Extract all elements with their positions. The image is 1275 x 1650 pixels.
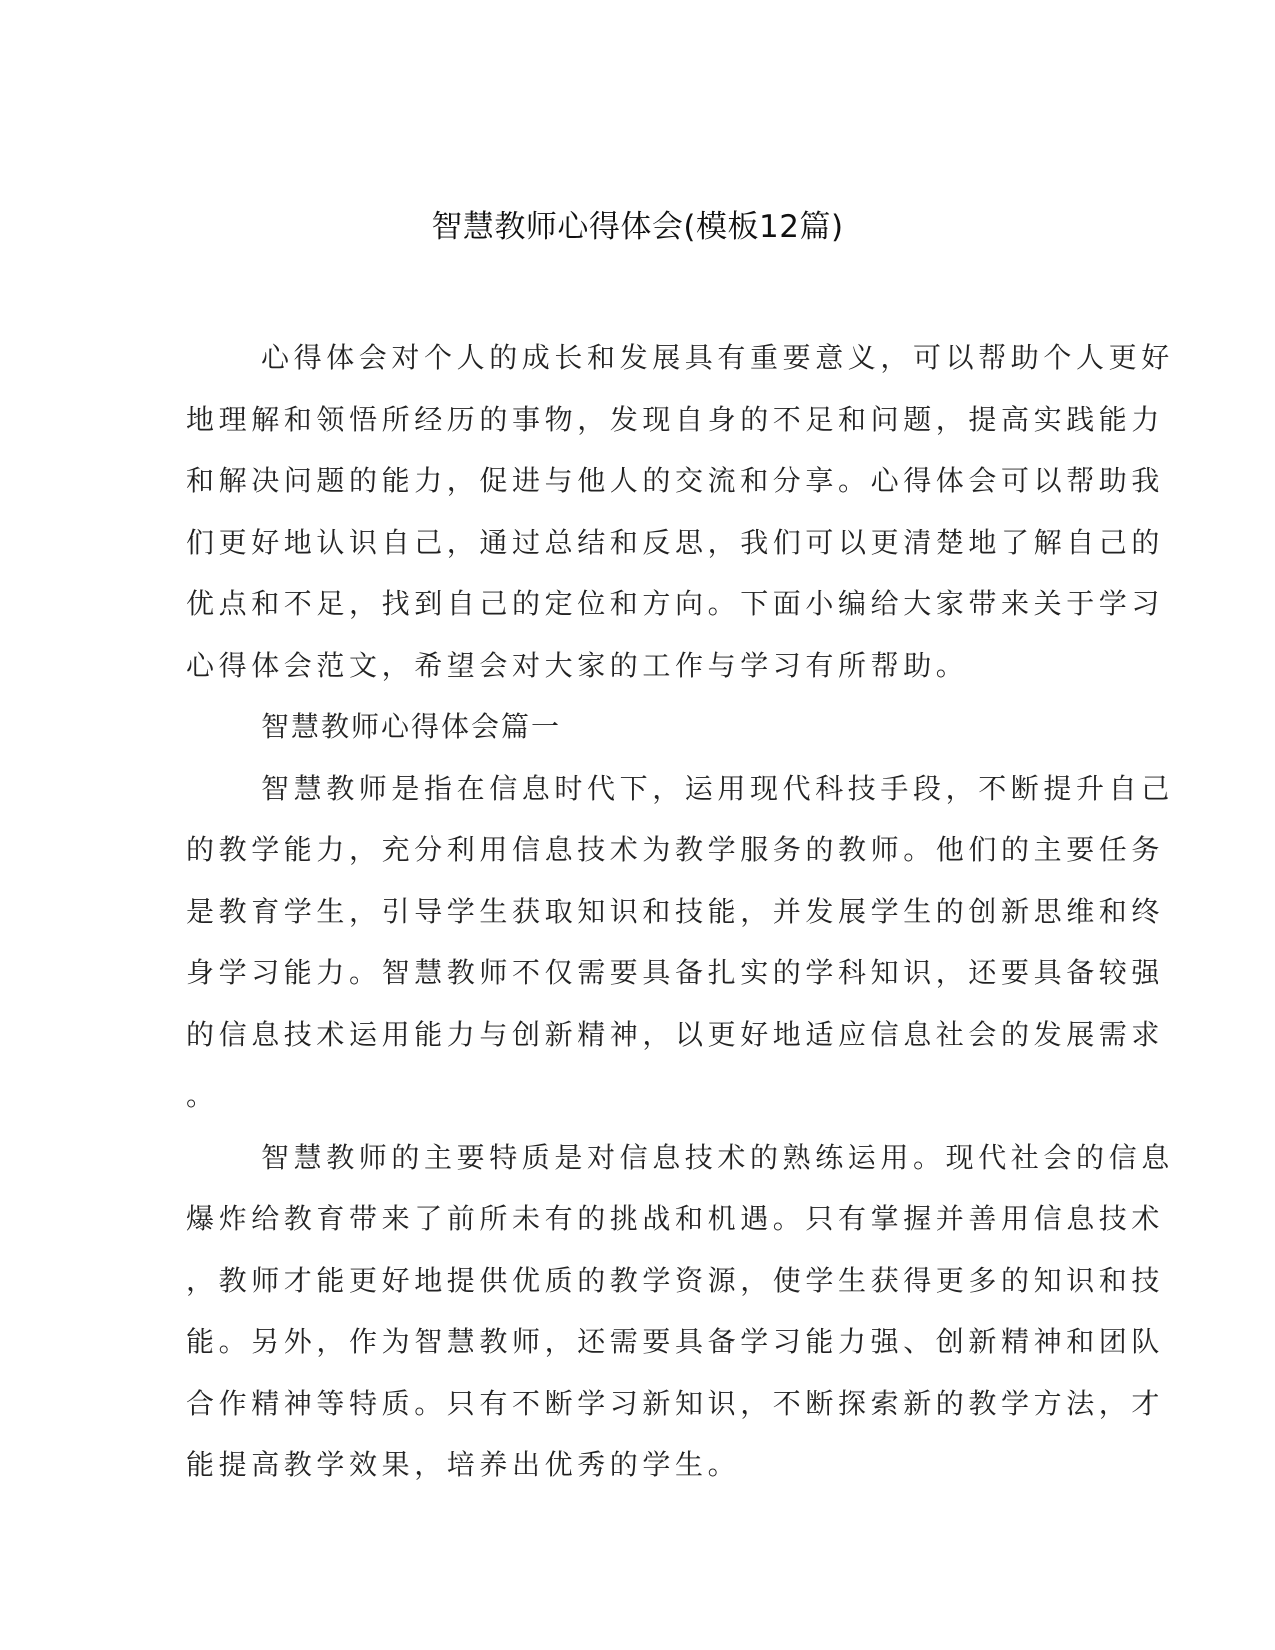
document-body [186,327,1174,1496]
paragraph-line: 身学习能力。智慧教师不仅需要具备扎实的学科知识，还要具备较强 [186,956,1165,989]
paragraph-line: 地理解和领悟所经历的事物，发现自身的不足和问题，提高实践能力 [186,402,1165,436]
section-heading: 智慧教师心得体会篇一 [261,710,562,743]
paragraph-line: 是教育学生，引导学生获取知识和技能，并发展学生的创新思维和终 [186,894,1165,928]
paragraph-line: 心得体会对个人的成长和发展具有重要意义，可以帮助个人更好 [261,341,1174,374]
paragraph-line: 心得体会范文，希望会对大家的工作与学习有所帮助。 [186,648,969,682]
paragraph-line: 能。另外，作为智慧教师，还需要具备学习能力强、创新精神和团队 [186,1325,1165,1358]
paragraph-line: 能提高教学效果，培养出优秀的学生。 [186,1448,741,1481]
paragraph-line: 优点和不足，找到自己的定位和方向。下面小编给大家带来关于学习 [186,587,1165,620]
paragraph-line: 智慧教师的主要特质是对信息技术的熟练运用。现代社会的信息 [261,1140,1174,1174]
paragraph-line: 爆炸给教育带来了前所未有的挑战和机遇。只有掌握并善用信息技术 [186,1202,1165,1235]
paragraph-line: ，教师才能更好地提供优质的教学资源，使学生获得更多的知识和技 [186,1263,1165,1297]
paragraph-line: 的教学能力，充分利用信息技术为教学服务的教师。他们的主要任务 [186,833,1165,866]
paragraph-line: 。 [186,1079,215,1112]
paragraph-line: 的信息技术运用能力与创新精神，以更好地适应信息社会的发展需求 [186,1017,1165,1051]
paragraph-line: 和解决问题的能力，促进与他人的交流和分享。心得体会可以帮助我 [186,464,1165,497]
paragraph-line: 合作精神等特质。只有不断学习新知识，不断探索新的教学方法，才 [186,1386,1165,1420]
document-title: 智慧教师心得体会(模板12篇) [431,209,844,245]
paragraph-line: 们更好地认识自己，通过总结和反思，我们可以更清楚地了解自己的 [186,525,1165,559]
paragraph-line: 智慧教师是指在信息时代下，运用现代科技手段，不断提升自己 [261,771,1174,805]
